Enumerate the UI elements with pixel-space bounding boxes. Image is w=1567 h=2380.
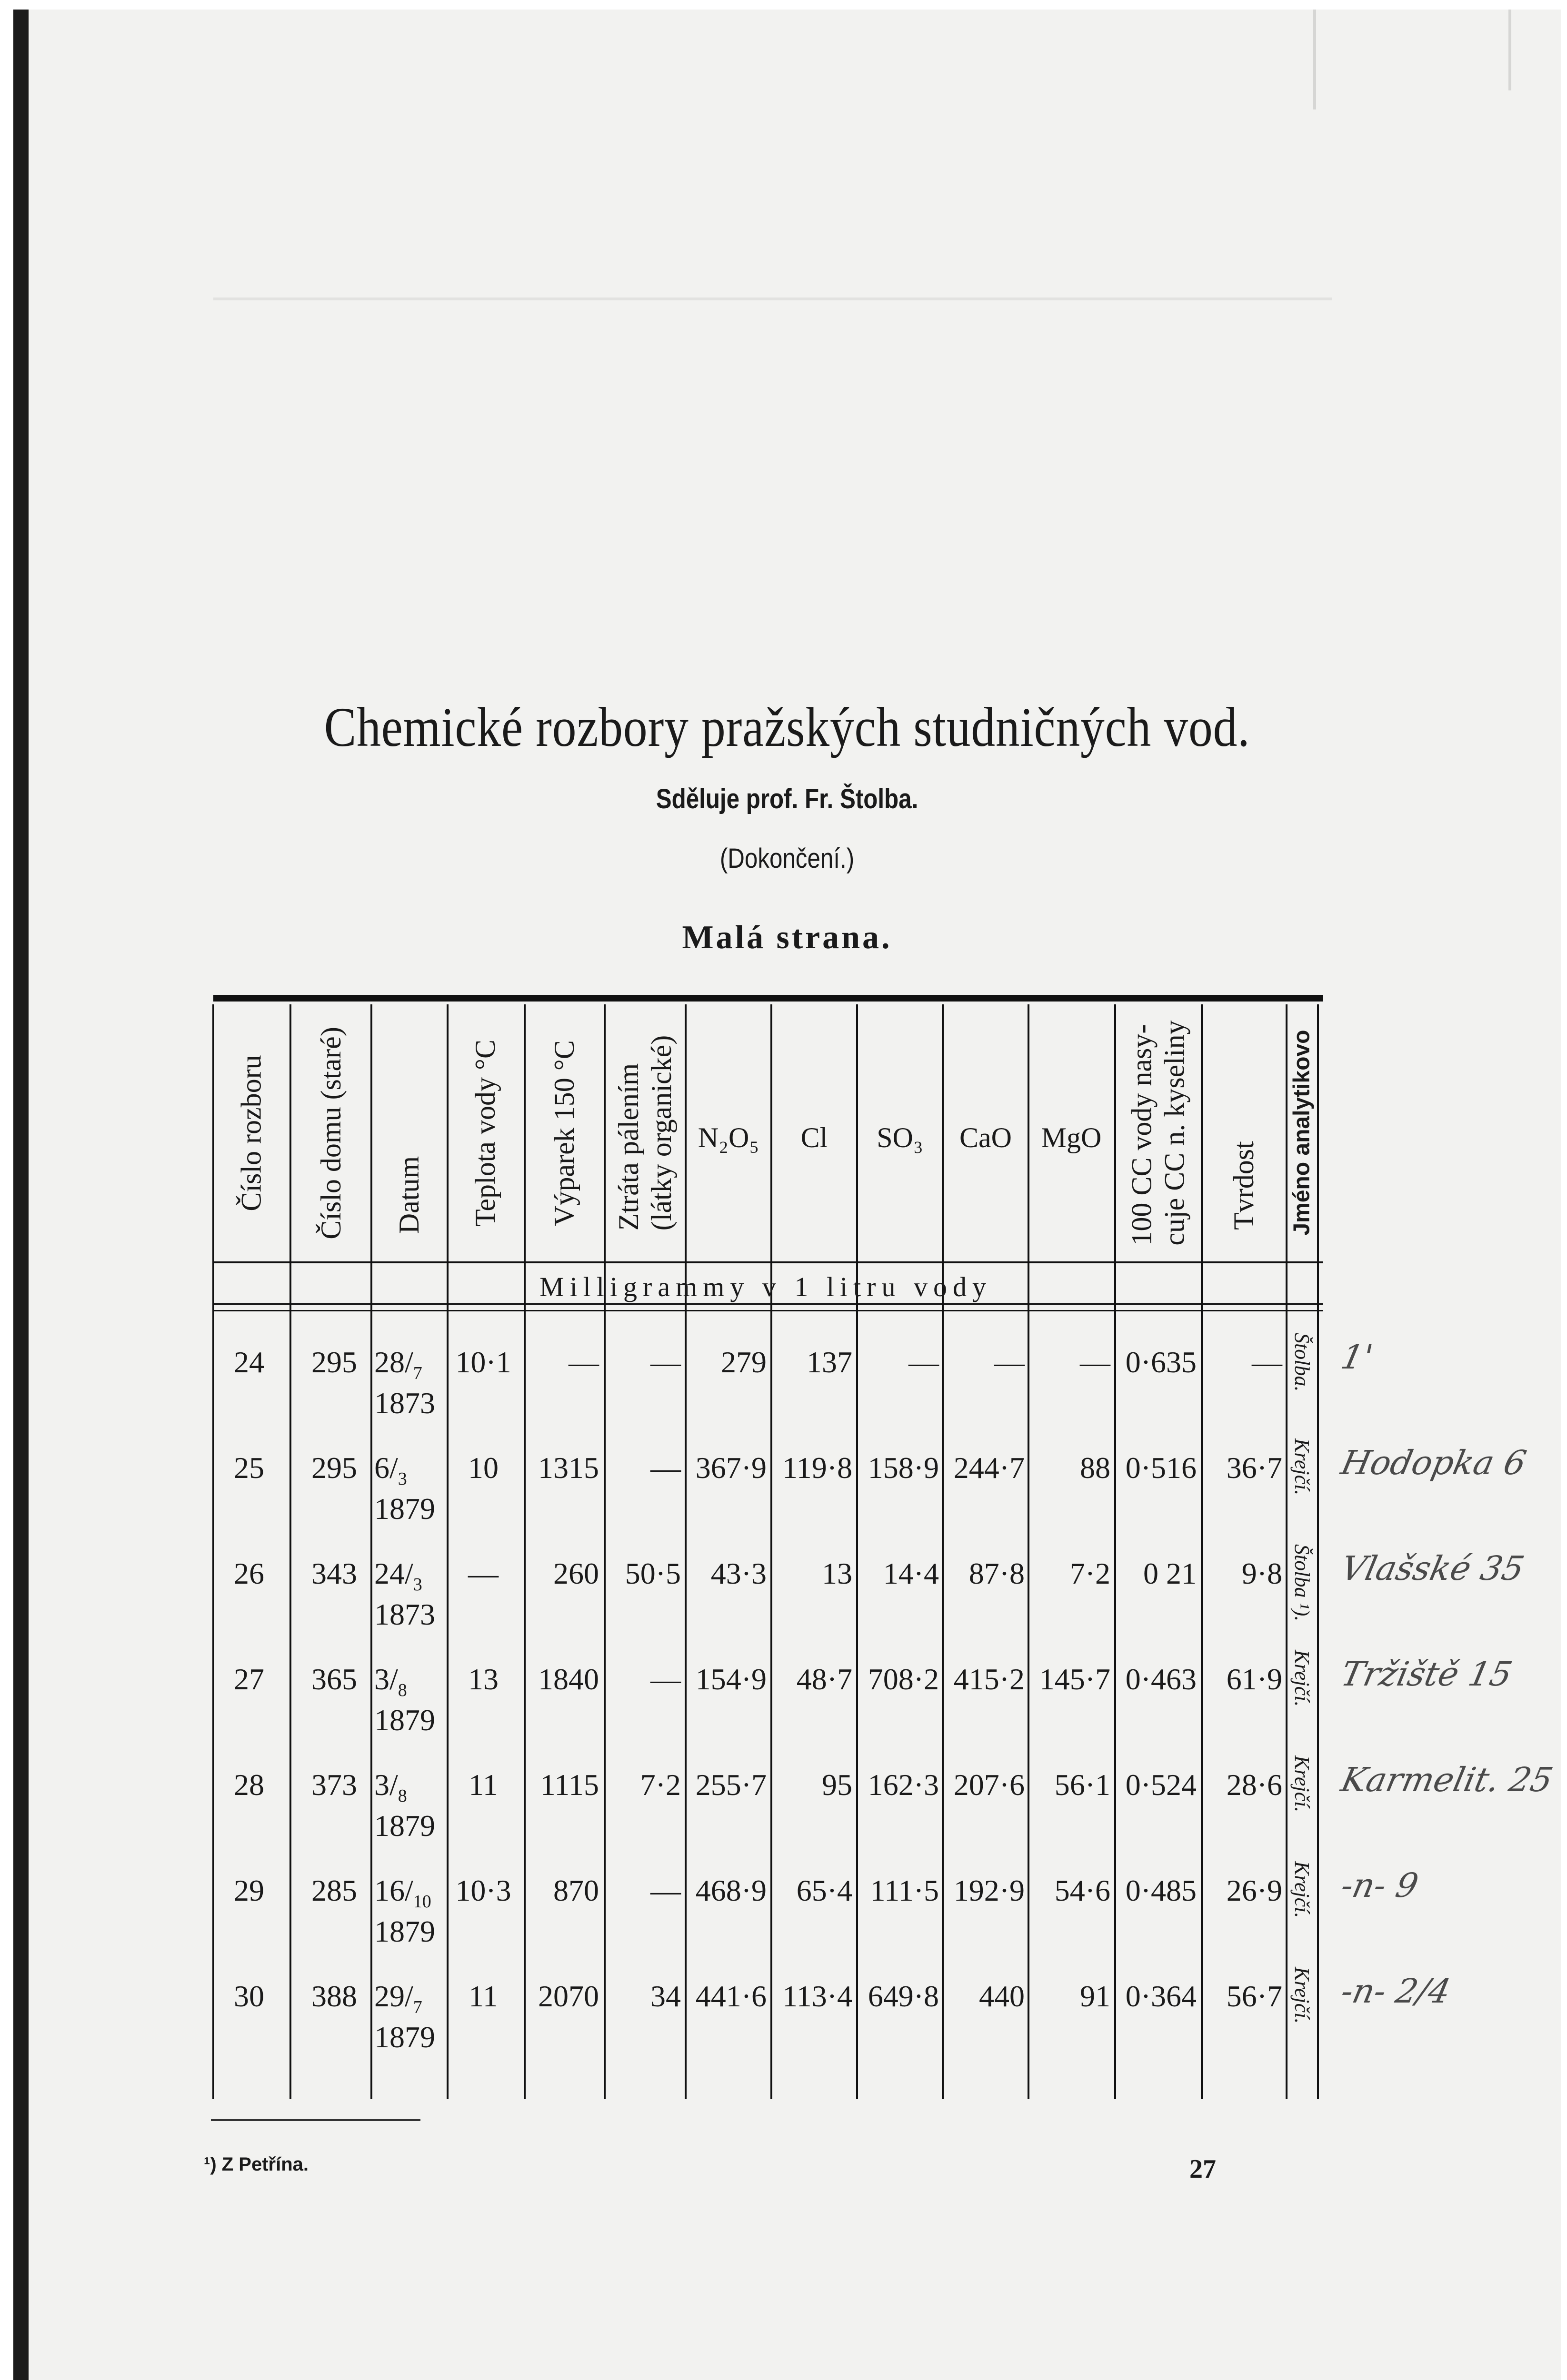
cell-tvr: 61·9 <box>1226 1662 1282 1696</box>
header-n2o5: N₂O₅ <box>698 1121 759 1153</box>
cell-datum <box>374 1664 435 1735</box>
date-year: 1879 <box>374 1703 435 1737</box>
date-month-subscript: 10 <box>413 1891 431 1912</box>
handwritten-annotation: Hodopka 6 <box>1337 1443 1530 1482</box>
header-teplota: Teplota vody °C <box>469 1039 501 1227</box>
cell-tep: 10·3 <box>455 1874 511 1907</box>
cell-mgo: 88 <box>1080 1451 1110 1485</box>
cell-cl: 13 <box>822 1557 852 1590</box>
header-vyparek: Výparek 150 °C <box>549 1040 580 1226</box>
cell-mgo: — <box>1080 1345 1110 1379</box>
cell-mgo: 91 <box>1080 1979 1110 2013</box>
date-day-month: 3/ <box>374 1768 398 1802</box>
cell-dom: 373 <box>311 1768 357 1802</box>
date-day-month: 16/ <box>374 1874 413 1907</box>
cell-so3: 708·2 <box>868 1662 939 1696</box>
header-cislo-rozboru: Číslo rozboru <box>235 1054 267 1211</box>
date-day-month: 3/ <box>374 1662 398 1696</box>
cell-vyp: 260 <box>553 1557 599 1590</box>
cell-cl: 65·4 <box>796 1874 852 1907</box>
cell-kys: 0·364 <box>1125 1979 1197 2013</box>
cell-tvr: 9·8 <box>1241 1557 1282 1590</box>
cell-so3: 111·5 <box>870 1874 939 1907</box>
cell-cl: 48·7 <box>796 1662 852 1696</box>
header-jmeno: Jméno analytikovo <box>1289 1030 1315 1236</box>
cell-tep: — <box>468 1557 499 1590</box>
page-title: Chemické rozbory pražských studničných vod. <box>324 696 1250 758</box>
date-year: 1879 <box>374 1914 435 1948</box>
column-rule <box>1317 1004 1319 2099</box>
handwritten-annotation: -n- 9 <box>1337 1866 1422 1905</box>
cell-datum <box>374 1875 435 1947</box>
cell-kys: 0·524 <box>1125 1768 1197 1802</box>
cell-analyst: Krejčí. <box>1290 1438 1314 1496</box>
header-cl: Cl <box>800 1121 828 1153</box>
cell-analyst: Štolba ¹). <box>1290 1544 1314 1622</box>
cell-tep: 10·1 <box>455 1345 511 1379</box>
cell-tvr: 36·7 <box>1226 1451 1282 1485</box>
handwritten-annotation: 1' <box>1337 1338 1377 1377</box>
cell-n2o5: 279 <box>721 1345 767 1379</box>
date-month-subscript: 3 <box>413 1574 422 1595</box>
cell-kys: 0·635 <box>1125 1345 1197 1379</box>
cell-so3: 14·4 <box>883 1557 939 1590</box>
header-tvrdost: Tvrdost <box>1228 1140 1259 1230</box>
header-cislo-domu: Číslo domu (staré) <box>315 1026 347 1240</box>
cell-no: 27 <box>234 1662 264 1696</box>
cell-dom: 343 <box>311 1557 357 1590</box>
cell-mgo: 145·7 <box>1039 1662 1110 1696</box>
cell-kys: 0·463 <box>1125 1662 1197 1696</box>
units-row: Milligrammy v 1 litru vody <box>539 1271 992 1302</box>
cell-ztr: — <box>650 1451 681 1485</box>
cell-n2o5: 441·6 <box>695 1979 767 2013</box>
cell-analyst: Krejčí. <box>1290 1967 1314 2024</box>
cell-analyst: Krejčí. <box>1290 1650 1314 1707</box>
scanned-page <box>13 10 1561 2380</box>
cell-ztr: — <box>650 1345 681 1379</box>
cell-mgo: 56·1 <box>1054 1768 1110 1802</box>
handwritten-annotation: -n- 2/4 <box>1337 1972 1455 2011</box>
cell-kys: 0·516 <box>1125 1451 1197 1485</box>
author-line: Sděluje prof. Fr. Štolba. <box>656 783 918 814</box>
cell-analyst: Krejčí. <box>1290 1861 1314 1918</box>
cell-ztr: 7·2 <box>640 1768 681 1802</box>
cell-ztr: 50·5 <box>625 1557 681 1590</box>
cell-cao: 192·9 <box>953 1874 1025 1907</box>
date-day-month: 6/ <box>374 1451 398 1485</box>
date-day-month: 29/ <box>374 1979 413 2013</box>
cell-analyst: Krejčí. <box>1290 1755 1314 1813</box>
cell-datum <box>374 1558 435 1630</box>
cell-so3: — <box>908 1345 939 1379</box>
date-month-subscript: 8 <box>398 1680 407 1700</box>
date-month-subscript: 3 <box>398 1468 407 1489</box>
cell-cao: 87·8 <box>968 1557 1025 1590</box>
cell-datum <box>374 1347 435 1418</box>
cell-no: 30 <box>234 1979 264 2013</box>
header-kyselina: 100 CC vody nasy- cuje CC n. kyseliny <box>1126 1020 1191 1246</box>
cell-n2o5: 154·9 <box>695 1662 767 1696</box>
scan-artifact <box>1313 10 1316 109</box>
cell-kys: 0 21 <box>1143 1557 1197 1590</box>
date-year: 1873 <box>374 1386 435 1420</box>
handwritten-annotation: Vlašské 35 <box>1337 1549 1528 1588</box>
date-day-month: 24/ <box>374 1557 413 1590</box>
cell-tep: 11 <box>469 1768 498 1802</box>
section-heading: Malá strana. <box>682 919 892 956</box>
cell-no: 24 <box>234 1345 264 1379</box>
date-year: 1879 <box>374 2020 435 2054</box>
cell-dom: 388 <box>311 1979 357 2013</box>
cell-cl: 95 <box>822 1768 852 1802</box>
cell-cao: 415·2 <box>953 1662 1025 1696</box>
cell-mgo: 54·6 <box>1054 1874 1110 1907</box>
date-day-month: 28/ <box>374 1345 413 1379</box>
cell-ztr: 34 <box>650 1979 681 2013</box>
cell-tvr: 26·9 <box>1226 1874 1282 1907</box>
cell-cao: 244·7 <box>953 1451 1025 1485</box>
cell-no: 26 <box>234 1557 264 1590</box>
cell-vyp: 870 <box>553 1874 599 1907</box>
cell-datum <box>374 1770 435 1841</box>
header-ztrata: Ztráta pálením (látky organické) <box>613 1035 678 1231</box>
cell-dom: 295 <box>311 1345 357 1379</box>
handwritten-annotation: Tržiště 15 <box>1337 1655 1516 1694</box>
cell-no: 29 <box>234 1874 264 1907</box>
cell-n2o5: 367·9 <box>695 1451 767 1485</box>
cell-datum <box>374 1453 435 1524</box>
cell-so3: 158·9 <box>868 1451 939 1485</box>
scan-artifact <box>1508 10 1511 90</box>
cell-n2o5: 468·9 <box>695 1874 767 1907</box>
cell-tvr: 28·6 <box>1226 1768 1282 1802</box>
page-number: 27 <box>1189 2154 1216 2184</box>
cell-vyp: 1315 <box>538 1451 599 1485</box>
cell-ztr: — <box>650 1662 681 1696</box>
cell-dom: 295 <box>311 1451 357 1485</box>
cell-tvr: — <box>1252 1345 1282 1379</box>
cell-n2o5: 43·3 <box>710 1557 767 1590</box>
cell-cao: — <box>994 1345 1025 1379</box>
cell-vyp: — <box>569 1345 599 1379</box>
cell-vyp: 1115 <box>540 1768 599 1802</box>
table-top-rule <box>213 995 1323 1002</box>
header-datum: Datum <box>393 1156 425 1234</box>
date-month-subscript: 7 <box>413 1363 422 1383</box>
header-mgo: MgO <box>1041 1121 1102 1153</box>
date-year: 1879 <box>374 1808 435 1843</box>
continuation-note: (Dokončení.) <box>719 843 855 874</box>
footnote: ¹) Z Petřína. <box>204 2154 309 2175</box>
date-year: 1873 <box>374 1597 435 1631</box>
faint-rule <box>213 298 1332 300</box>
cell-so3: 162·3 <box>868 1768 939 1802</box>
cell-no: 28 <box>234 1768 264 1802</box>
header-cao: CaO <box>959 1121 1012 1153</box>
header-bottom-rule <box>213 1261 1323 1263</box>
cell-analyst: Štolba. <box>1290 1333 1314 1392</box>
units-bottom-rule <box>213 1303 1323 1305</box>
cell-mgo: 7·2 <box>1069 1557 1110 1590</box>
cell-cl: 119·8 <box>782 1451 852 1485</box>
header-so3: SO₃ <box>877 1121 923 1153</box>
cell-cl: 137 <box>807 1345 852 1379</box>
cell-tvr: 56·7 <box>1226 1979 1282 2013</box>
cell-so3: 649·8 <box>868 1979 939 2013</box>
cell-cao: 207·6 <box>953 1768 1025 1802</box>
cell-dom: 285 <box>311 1874 357 1907</box>
cell-n2o5: 255·7 <box>695 1768 767 1802</box>
cell-tep: 11 <box>469 1979 498 2013</box>
cell-cao: 440 <box>979 1979 1025 2013</box>
date-month-subscript: 8 <box>398 1785 407 1806</box>
cell-datum <box>374 1981 435 2053</box>
date-year: 1879 <box>374 1491 435 1526</box>
cell-ztr: — <box>650 1874 681 1907</box>
cell-tep: 10 <box>468 1451 499 1485</box>
cell-tep: 13 <box>468 1662 499 1696</box>
cell-vyp: 1840 <box>538 1662 599 1696</box>
cell-cl: 113·4 <box>782 1979 852 2013</box>
units-bottom-rule-2 <box>213 1310 1323 1311</box>
footnote-rule <box>211 2119 420 2121</box>
cell-kys: 0·485 <box>1125 1874 1197 1907</box>
date-month-subscript: 7 <box>413 1997 422 2017</box>
cell-dom: 365 <box>311 1662 357 1696</box>
cell-vyp: 2070 <box>538 1979 599 2013</box>
handwritten-annotation: Karmelit. 25 <box>1337 1760 1557 1799</box>
cell-no: 25 <box>234 1451 264 1485</box>
